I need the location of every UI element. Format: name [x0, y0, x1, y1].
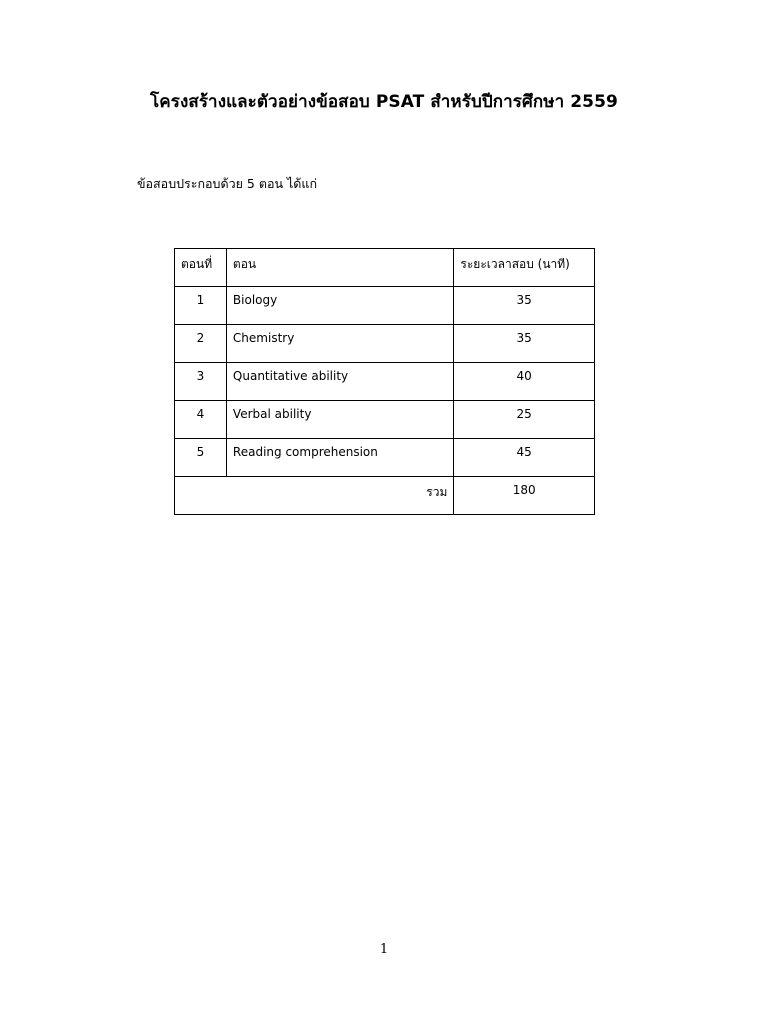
cell-part-no: 2 [175, 325, 227, 363]
table-row [175, 325, 595, 363]
page-title: โครงสร้างและตัวอย่างข้อสอบ PSAT สำหรับปีการศึกษา 2559 [150, 92, 618, 112]
cell-part-name: Biology [226, 287, 453, 325]
total-duration: 180 [454, 477, 595, 515]
table-header-row [175, 249, 595, 287]
page-number: 1 [379, 942, 389, 957]
table-row [175, 287, 595, 325]
table-row [175, 363, 595, 401]
header-part-name: ตอน [226, 249, 453, 287]
header-part-no: ตอนที่ [175, 249, 227, 287]
cell-duration: 35 [454, 287, 595, 325]
cell-part-no: 1 [175, 287, 227, 325]
table-row [175, 401, 595, 439]
header-duration: ระยะเวลาสอบ (นาที) [454, 249, 595, 287]
cell-duration: 40 [454, 363, 595, 401]
exam-structure-table [174, 248, 595, 515]
cell-part-no: 3 [175, 363, 227, 401]
cell-part-name: Reading comprehension [226, 439, 453, 477]
cell-duration: 45 [454, 439, 595, 477]
cell-duration: 25 [454, 401, 595, 439]
cell-part-name: Verbal ability [226, 401, 453, 439]
table-total-row [175, 477, 595, 515]
table-row [175, 439, 595, 477]
cell-part-no: 5 [175, 439, 227, 477]
cell-part-name: Chemistry [226, 325, 453, 363]
cell-part-no: 4 [175, 401, 227, 439]
total-label: รวม [175, 477, 454, 515]
intro-text: ข้อสอบประกอบด้วย 5 ตอน ได้แก่ [137, 176, 318, 191]
cell-part-name: Quantitative ability [226, 363, 453, 401]
cell-duration: 35 [454, 325, 595, 363]
